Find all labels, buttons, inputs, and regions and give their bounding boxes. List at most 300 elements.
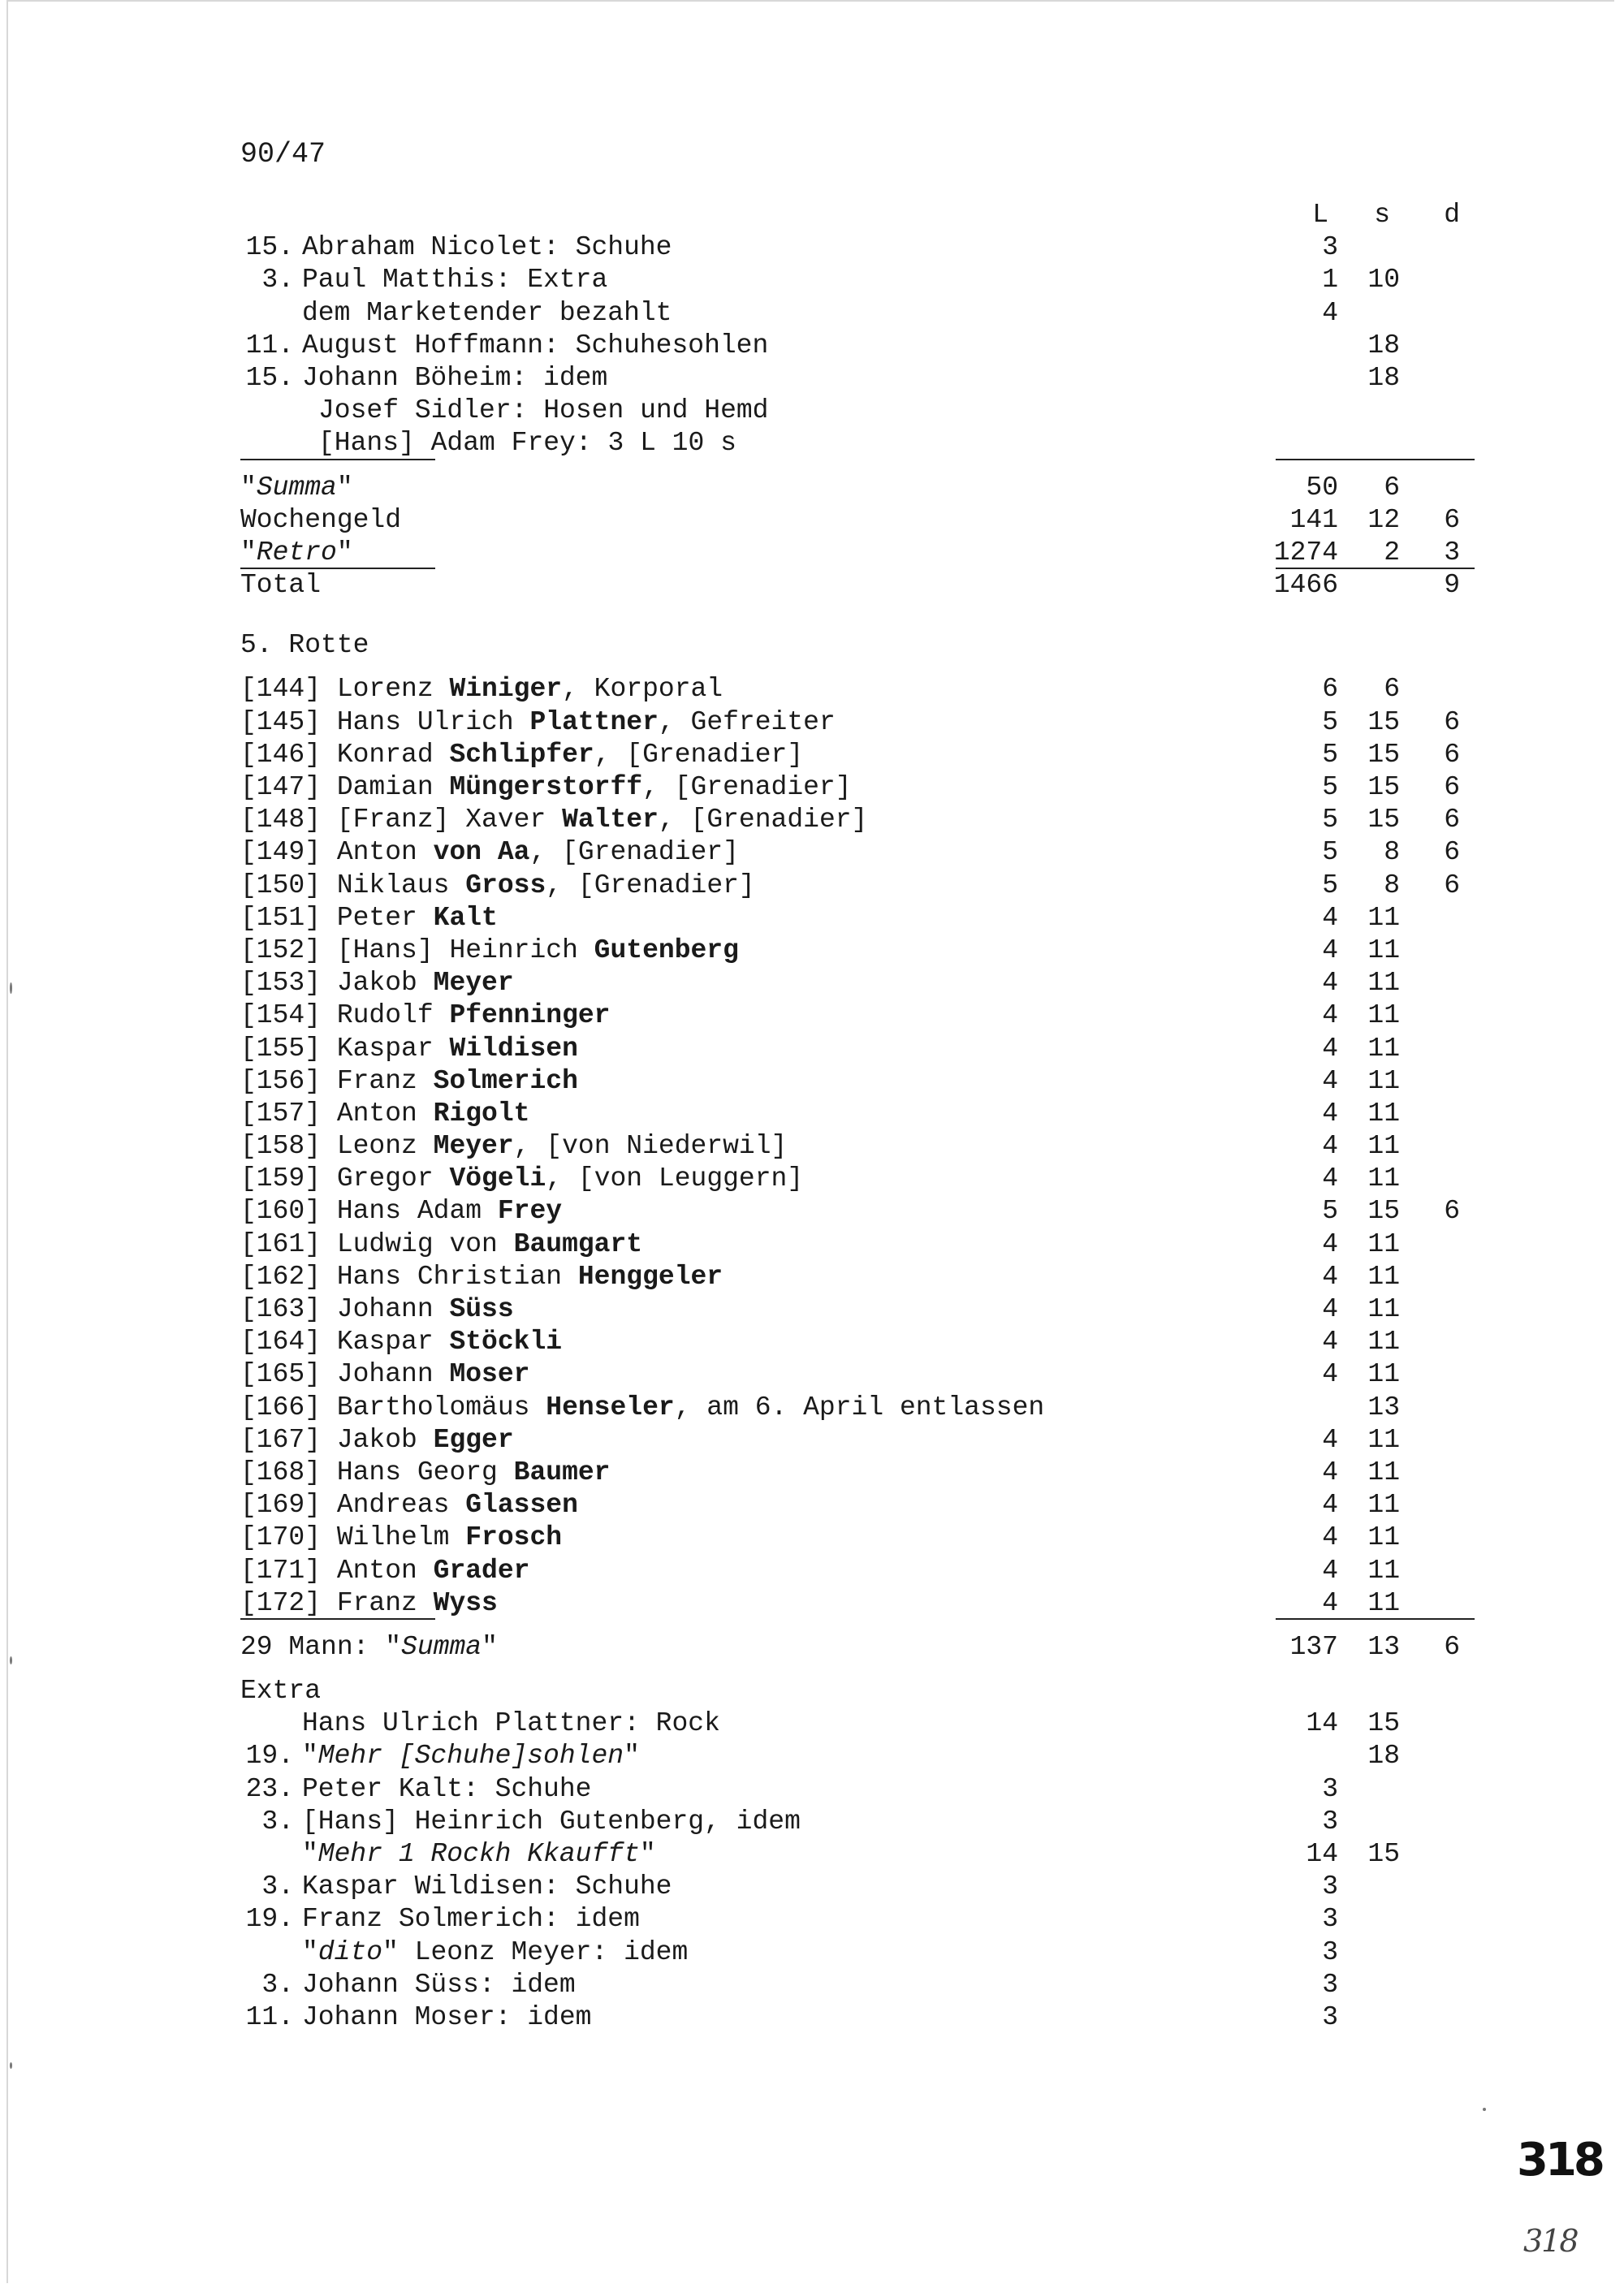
label-text: [161] Ludwig von xyxy=(240,1228,514,1259)
amount-pounds: 5 xyxy=(1322,870,1338,900)
surname: Pfenninger xyxy=(449,1000,611,1031)
roster-row xyxy=(240,1228,1475,1261)
amount-shillings: 11 xyxy=(1367,1587,1400,1618)
amount-pounds: 3 xyxy=(1322,1904,1338,1935)
label-text: " Leonz Meyer: idem xyxy=(382,1936,689,1967)
surname: Plattner xyxy=(529,706,659,737)
line-label xyxy=(240,569,321,602)
roster-row xyxy=(240,804,1475,836)
total-row xyxy=(240,504,1475,537)
roster-row xyxy=(240,1522,1475,1554)
label-text: Paul Matthis: Extra xyxy=(302,265,608,296)
line-label xyxy=(302,1707,720,1740)
label-text: , [Grenadier] xyxy=(546,870,755,900)
amount-pounds: 1466 xyxy=(1273,570,1338,601)
quoted-text: Summa xyxy=(256,472,337,503)
line-day-number: 11. xyxy=(245,330,294,360)
label-text: Abraham Nicolet: Schuhe xyxy=(302,232,672,263)
amount-pounds: 5 xyxy=(1322,805,1338,835)
line-label xyxy=(240,1293,514,1326)
speck xyxy=(10,2062,12,2069)
amount-shillings: 18 xyxy=(1367,330,1400,360)
label-text: [155] Kaspar xyxy=(240,1033,450,1064)
rule-right xyxy=(1276,1618,1475,1620)
roster-row xyxy=(240,1098,1475,1130)
label-text: [156] Franz xyxy=(240,1065,434,1096)
extra-row xyxy=(240,2001,1475,2034)
extras-list xyxy=(240,1707,1475,2034)
roster-row xyxy=(240,1293,1475,1326)
amount-shillings: 11 xyxy=(1367,1424,1400,1455)
label-text: " xyxy=(240,472,257,503)
amount-shillings: 11 xyxy=(1367,1131,1400,1162)
label-text: [168] Hans Georg xyxy=(240,1457,514,1487)
amount-pence: 6 xyxy=(1444,870,1460,900)
label-text: [158] Leonz xyxy=(240,1131,434,1162)
amount-shillings: 11 xyxy=(1367,1555,1400,1586)
amount-shillings: 11 xyxy=(1367,1098,1400,1129)
label-text: [145] Hans Ulrich xyxy=(240,706,530,737)
amount-shillings: 11 xyxy=(1367,1490,1400,1521)
surname: Solmerich xyxy=(433,1065,578,1096)
label-text: Hans Ulrich Plattner: Rock xyxy=(302,1708,720,1739)
label-text: [151] Peter xyxy=(240,902,434,933)
extra-row xyxy=(240,1838,1475,1871)
amount-shillings: 18 xyxy=(1367,362,1400,393)
label-text: August Hoffmann: Schuhesohlen xyxy=(302,330,769,360)
label-text: , Gefreiter xyxy=(658,706,836,737)
line-label xyxy=(302,264,607,296)
amount-shillings: 8 xyxy=(1384,837,1400,868)
extra-title: Extra xyxy=(240,1676,322,1707)
roster-row xyxy=(240,1424,1475,1457)
amount-shillings: 18 xyxy=(1367,1741,1400,1772)
roster-row xyxy=(240,1489,1475,1522)
label-text: " xyxy=(240,537,257,568)
amount-shillings: 11 xyxy=(1367,1294,1400,1324)
line-label xyxy=(240,1163,803,1195)
amount-pounds: 4 xyxy=(1322,1490,1338,1521)
roster-row xyxy=(240,935,1475,967)
surname: Meyer xyxy=(433,1131,514,1162)
label-text: [162] Hans Christian xyxy=(240,1261,578,1292)
roster-list xyxy=(240,673,1475,1619)
amount-pence: 6 xyxy=(1444,1631,1460,1662)
label-text: " xyxy=(302,1839,318,1869)
label-text: [148] [Franz] Xaver xyxy=(240,805,563,835)
column-header-pence: d xyxy=(1444,200,1460,230)
label-text: [165] Johann xyxy=(240,1359,450,1390)
total-row xyxy=(240,537,1475,569)
amount-pounds: 4 xyxy=(1322,1098,1338,1129)
surname: Baumgart xyxy=(513,1228,643,1259)
quoted-text: Mehr 1 Rockh Kkaufft xyxy=(317,1839,640,1869)
line-label xyxy=(240,870,755,902)
amount-pounds: 4 xyxy=(1322,1522,1338,1553)
expense-row xyxy=(240,264,1475,296)
surname: Egger xyxy=(433,1424,514,1455)
amount-pounds: 4 xyxy=(1322,1424,1338,1455)
line-label xyxy=(240,1358,529,1391)
surname: Stöckli xyxy=(449,1327,563,1358)
roster-row xyxy=(240,1261,1475,1293)
amount-pence: 6 xyxy=(1444,706,1460,737)
surname: Schlipfer xyxy=(449,739,594,770)
amount-pounds: 1274 xyxy=(1273,537,1338,568)
label-text: [146] Konrad xyxy=(240,739,450,770)
line-label xyxy=(240,804,867,836)
line-label xyxy=(240,1326,562,1358)
amount-shillings: 15 xyxy=(1367,1839,1400,1869)
quoted-text: Retro xyxy=(256,537,337,568)
amount-pounds: 3 xyxy=(1322,1936,1338,1967)
line-day-number: 15. xyxy=(245,232,294,263)
rule-left xyxy=(240,459,435,460)
quoted-text: Mehr [Schuhe]sohlen xyxy=(317,1741,624,1772)
amount-shillings: 11 xyxy=(1367,1228,1400,1259)
line-label xyxy=(240,1587,498,1620)
line-label xyxy=(240,739,803,771)
label-text: dem Marketender bezahlt xyxy=(302,297,672,328)
amount-shillings: 15 xyxy=(1367,1708,1400,1739)
surname: Meyer xyxy=(433,968,514,999)
quoted-text: Summa xyxy=(401,1631,482,1662)
amount-pounds: 4 xyxy=(1322,1457,1338,1487)
amount-shillings: 11 xyxy=(1367,1359,1400,1390)
extra-row xyxy=(240,1969,1475,2001)
line-label xyxy=(240,1130,787,1163)
roster-row xyxy=(240,1457,1475,1489)
amount-shillings: 15 xyxy=(1367,739,1400,770)
line-day-number: 19. xyxy=(245,1741,294,1772)
label-text: [167] Jakob xyxy=(240,1424,434,1455)
roster-row xyxy=(240,902,1475,935)
line-label xyxy=(318,427,736,460)
speck xyxy=(1483,2108,1486,2111)
amount-shillings: 15 xyxy=(1367,772,1400,802)
amount-shillings: 6 xyxy=(1384,472,1400,503)
label-text: [Hans] Heinrich Gutenberg, idem xyxy=(302,1806,801,1837)
line-label xyxy=(240,1261,723,1293)
label-text: 29 Mann: " xyxy=(240,1631,402,1662)
expense-row xyxy=(240,297,1475,330)
amount-shillings: 11 xyxy=(1367,902,1400,933)
amount-pounds: 6 xyxy=(1322,674,1338,705)
amount-pounds: 141 xyxy=(1289,504,1338,535)
amount-pounds: 3 xyxy=(1322,1773,1338,1804)
column-header-row xyxy=(240,199,1475,231)
amount-pounds: 4 xyxy=(1322,1228,1338,1259)
amount-pounds: 4 xyxy=(1322,1163,1338,1194)
surname: Grader xyxy=(433,1555,530,1586)
rule-left xyxy=(240,1618,435,1620)
amount-pounds: 3 xyxy=(1322,1806,1338,1837)
roster-row xyxy=(240,1195,1475,1228)
roster-row xyxy=(240,706,1475,739)
label-text: Johann Böheim: idem xyxy=(302,362,608,393)
amount-shillings: 8 xyxy=(1384,870,1400,900)
amount-pounds: 4 xyxy=(1322,902,1338,933)
line-label xyxy=(240,967,514,999)
roster-row xyxy=(240,999,1475,1032)
line-label xyxy=(240,836,739,869)
amount-pounds: 4 xyxy=(1322,1261,1338,1292)
roster-row xyxy=(240,739,1475,771)
amount-pence: 6 xyxy=(1444,837,1460,868)
label-text: " xyxy=(302,1741,318,1772)
surname: Walter xyxy=(562,805,659,835)
label-text: [159] Gregor xyxy=(240,1163,450,1194)
label-text: [154] Rudolf xyxy=(240,1000,450,1031)
surname: Kalt xyxy=(433,902,498,933)
surname: Frey xyxy=(497,1196,563,1227)
line-label xyxy=(302,362,607,395)
surname: von Aa xyxy=(433,837,530,868)
amount-shillings: 11 xyxy=(1367,1327,1400,1358)
surname: Moser xyxy=(449,1359,530,1390)
line-label xyxy=(240,1195,562,1228)
amount-shillings: 11 xyxy=(1367,1065,1400,1096)
label-text: [150] Niklaus xyxy=(240,870,466,900)
line-day-number: 3. xyxy=(261,1871,294,1902)
line-day-number: 11. xyxy=(245,2001,294,2032)
amount-shillings: 11 xyxy=(1367,1163,1400,1194)
amount-shillings: 11 xyxy=(1367,1000,1400,1031)
page-id: 90/47 xyxy=(240,138,326,171)
surname: Müngerstorff xyxy=(449,772,643,802)
amount-pounds: 4 xyxy=(1322,1555,1338,1586)
surname: Glassen xyxy=(465,1490,578,1521)
label-text: [153] Jakob xyxy=(240,968,434,999)
surname: Wyss xyxy=(433,1587,498,1618)
amount-pounds: 4 xyxy=(1322,297,1338,328)
line-label xyxy=(240,999,611,1032)
amount-pence: 6 xyxy=(1444,504,1460,535)
line-label xyxy=(302,1740,640,1772)
line-label xyxy=(240,706,836,739)
label-text: " xyxy=(302,1936,318,1967)
amount-shillings: 11 xyxy=(1367,1522,1400,1553)
roster-row xyxy=(240,870,1475,902)
line-label xyxy=(302,330,768,362)
label-text: [170] Wilhelm xyxy=(240,1522,466,1553)
amount-shillings: 11 xyxy=(1367,935,1400,965)
column-header-pounds: L xyxy=(1312,200,1328,230)
extra-row xyxy=(240,1740,1475,1772)
quoted-text: dito xyxy=(317,1936,383,1967)
amount-pounds: 4 xyxy=(1322,1294,1338,1324)
amount-shillings: 13 xyxy=(1367,1392,1400,1422)
line-label xyxy=(318,395,769,427)
roster-row xyxy=(240,1358,1475,1391)
section-title: 5. Rotte xyxy=(240,630,369,661)
line-label xyxy=(240,504,401,537)
surname: Wildisen xyxy=(449,1033,578,1064)
amount-pounds: 4 xyxy=(1322,1327,1338,1358)
amount-shillings: 2 xyxy=(1384,537,1400,568)
label-text: " xyxy=(624,1741,640,1772)
label-text: [157] Anton xyxy=(240,1098,434,1129)
label-text: [160] Hans Adam xyxy=(240,1196,498,1227)
label-text: Peter Kalt: Schuhe xyxy=(302,1773,592,1804)
label-text: Total xyxy=(240,570,322,601)
line-label xyxy=(302,1903,640,1936)
total-row xyxy=(240,472,1475,504)
amount-pounds: 4 xyxy=(1322,1359,1338,1390)
amount-pounds: 3 xyxy=(1322,1969,1338,2000)
line-label xyxy=(302,1969,576,2001)
label-text: , [Grenadier] xyxy=(642,772,852,802)
line-day-number: 3. xyxy=(261,265,294,296)
expense-row xyxy=(240,362,1475,395)
line-label xyxy=(240,472,353,504)
line-label xyxy=(240,1033,578,1065)
roster-row xyxy=(240,1033,1475,1065)
label-text: [Hans] Adam Frey: 3 L 10 s xyxy=(318,428,736,459)
surname: Süss xyxy=(449,1294,514,1324)
surname: Henseler xyxy=(546,1392,675,1422)
label-text: Johann Moser: idem xyxy=(302,2001,592,2032)
speck xyxy=(10,982,12,994)
speck xyxy=(10,1656,12,1664)
amount-pounds: 4 xyxy=(1322,1587,1338,1618)
line-label xyxy=(302,1773,591,1806)
label-text: [166] Bartholomäus xyxy=(240,1392,546,1422)
amount-pounds: 14 xyxy=(1306,1839,1338,1869)
label-text: [171] Anton xyxy=(240,1555,434,1586)
line-label xyxy=(240,1098,529,1130)
roster-row xyxy=(240,1163,1475,1195)
line-label xyxy=(240,1631,498,1664)
surname: Baumer xyxy=(513,1457,611,1487)
label-text: , [von Niederwil] xyxy=(513,1131,788,1162)
amount-pounds: 14 xyxy=(1306,1708,1338,1739)
label-text: , am 6. April entlassen xyxy=(674,1392,1045,1422)
line-label xyxy=(302,1936,688,1969)
label-text: Josef Sidler: Hosen und Hemd xyxy=(318,395,769,426)
amount-shillings: 15 xyxy=(1367,1196,1400,1227)
label-text: " xyxy=(336,537,353,568)
surname: Frosch xyxy=(465,1522,563,1553)
section-title-row xyxy=(240,629,1475,662)
surname: Vögeli xyxy=(449,1163,546,1194)
roster-row xyxy=(240,1130,1475,1163)
amount-pounds: 4 xyxy=(1322,1033,1338,1064)
roster-row xyxy=(240,771,1475,804)
label-text: [172] Franz xyxy=(240,1587,434,1618)
label-text: [163] Johann xyxy=(240,1294,450,1324)
amount-pounds: 4 xyxy=(1322,1131,1338,1162)
handwritten-page-number: 318 xyxy=(1517,2134,1602,2187)
amount-pounds: 4 xyxy=(1322,935,1338,965)
amount-pounds: 3 xyxy=(1322,232,1338,263)
expense-row xyxy=(240,330,1475,362)
amount-shillings: 12 xyxy=(1367,504,1400,535)
line-day-number: 19. xyxy=(245,1904,294,1935)
line-label xyxy=(302,297,672,330)
amount-pounds: 5 xyxy=(1322,739,1338,770)
column-header-shillings: s xyxy=(1374,200,1390,230)
roster-row xyxy=(240,1326,1475,1358)
amount-pence: 3 xyxy=(1444,537,1460,568)
amount-pence: 6 xyxy=(1444,739,1460,770)
label-text: , [von Leuggern] xyxy=(546,1163,804,1194)
amount-pounds: 5 xyxy=(1322,1196,1338,1227)
total-row xyxy=(240,569,1475,602)
amount-pounds: 50 xyxy=(1306,472,1338,503)
line-label xyxy=(302,2001,591,2034)
expense-row xyxy=(240,231,1475,264)
label-text: [147] Damian xyxy=(240,772,450,802)
amount-shillings: 13 xyxy=(1367,1631,1400,1662)
amount-shillings: 10 xyxy=(1367,265,1400,296)
extra-row xyxy=(240,1806,1475,1838)
line-label xyxy=(302,1838,656,1871)
amount-shillings: 11 xyxy=(1367,968,1400,999)
line-label xyxy=(240,902,498,935)
line-label xyxy=(240,537,353,569)
line-day-number: 15. xyxy=(245,362,294,393)
amount-pounds: 137 xyxy=(1289,1631,1338,1662)
line-label xyxy=(302,1806,801,1838)
line-day-number: 23. xyxy=(245,1773,294,1804)
expense-row xyxy=(240,395,1475,427)
extra-row xyxy=(240,1871,1475,1903)
roster-row xyxy=(240,1065,1475,1098)
amount-pence: 6 xyxy=(1444,1196,1460,1227)
roster-row xyxy=(240,673,1475,706)
rule-right xyxy=(1276,459,1475,460)
amount-shillings: 6 xyxy=(1384,674,1400,705)
extra-row xyxy=(240,1903,1475,1936)
line-day-number: 3. xyxy=(261,1969,294,2000)
line-label xyxy=(240,1392,1044,1424)
roster-total-row xyxy=(240,1631,1475,1664)
amount-pence: 6 xyxy=(1444,772,1460,802)
roster-row xyxy=(240,967,1475,999)
roster-row xyxy=(240,1555,1475,1587)
surname: Winiger xyxy=(449,674,563,705)
label-text: " xyxy=(482,1631,498,1662)
label-text: [144] Lorenz xyxy=(240,674,450,705)
amount-shillings: 11 xyxy=(1367,1261,1400,1292)
line-label xyxy=(240,1555,529,1587)
extra-row xyxy=(240,1773,1475,1806)
label-text: Kaspar Wildisen: Schuhe xyxy=(302,1871,672,1902)
line-label xyxy=(302,231,672,264)
amount-pounds: 5 xyxy=(1322,706,1338,737)
label-text: Wochengeld xyxy=(240,504,402,535)
label-text: , [Grenadier] xyxy=(529,837,739,868)
ledger xyxy=(240,199,1475,2034)
label-text: [149] Anton xyxy=(240,837,434,868)
amount-pounds: 5 xyxy=(1322,837,1338,868)
roster-row xyxy=(240,836,1475,869)
line-label xyxy=(240,1065,578,1098)
line-label xyxy=(240,771,852,804)
amount-pounds: 4 xyxy=(1322,968,1338,999)
label-text: , [Grenadier] xyxy=(658,805,868,835)
line-day-number: 3. xyxy=(261,1806,294,1837)
pencil-page-number: 318 xyxy=(1523,2223,1578,2259)
label-text: [169] Andreas xyxy=(240,1490,466,1521)
line-label xyxy=(240,1457,610,1489)
expense-section xyxy=(240,231,1475,460)
line-label xyxy=(240,1522,562,1554)
label-text: " xyxy=(336,472,353,503)
label-text: [152] [Hans] Heinrich xyxy=(240,935,594,965)
line-label xyxy=(240,935,739,967)
